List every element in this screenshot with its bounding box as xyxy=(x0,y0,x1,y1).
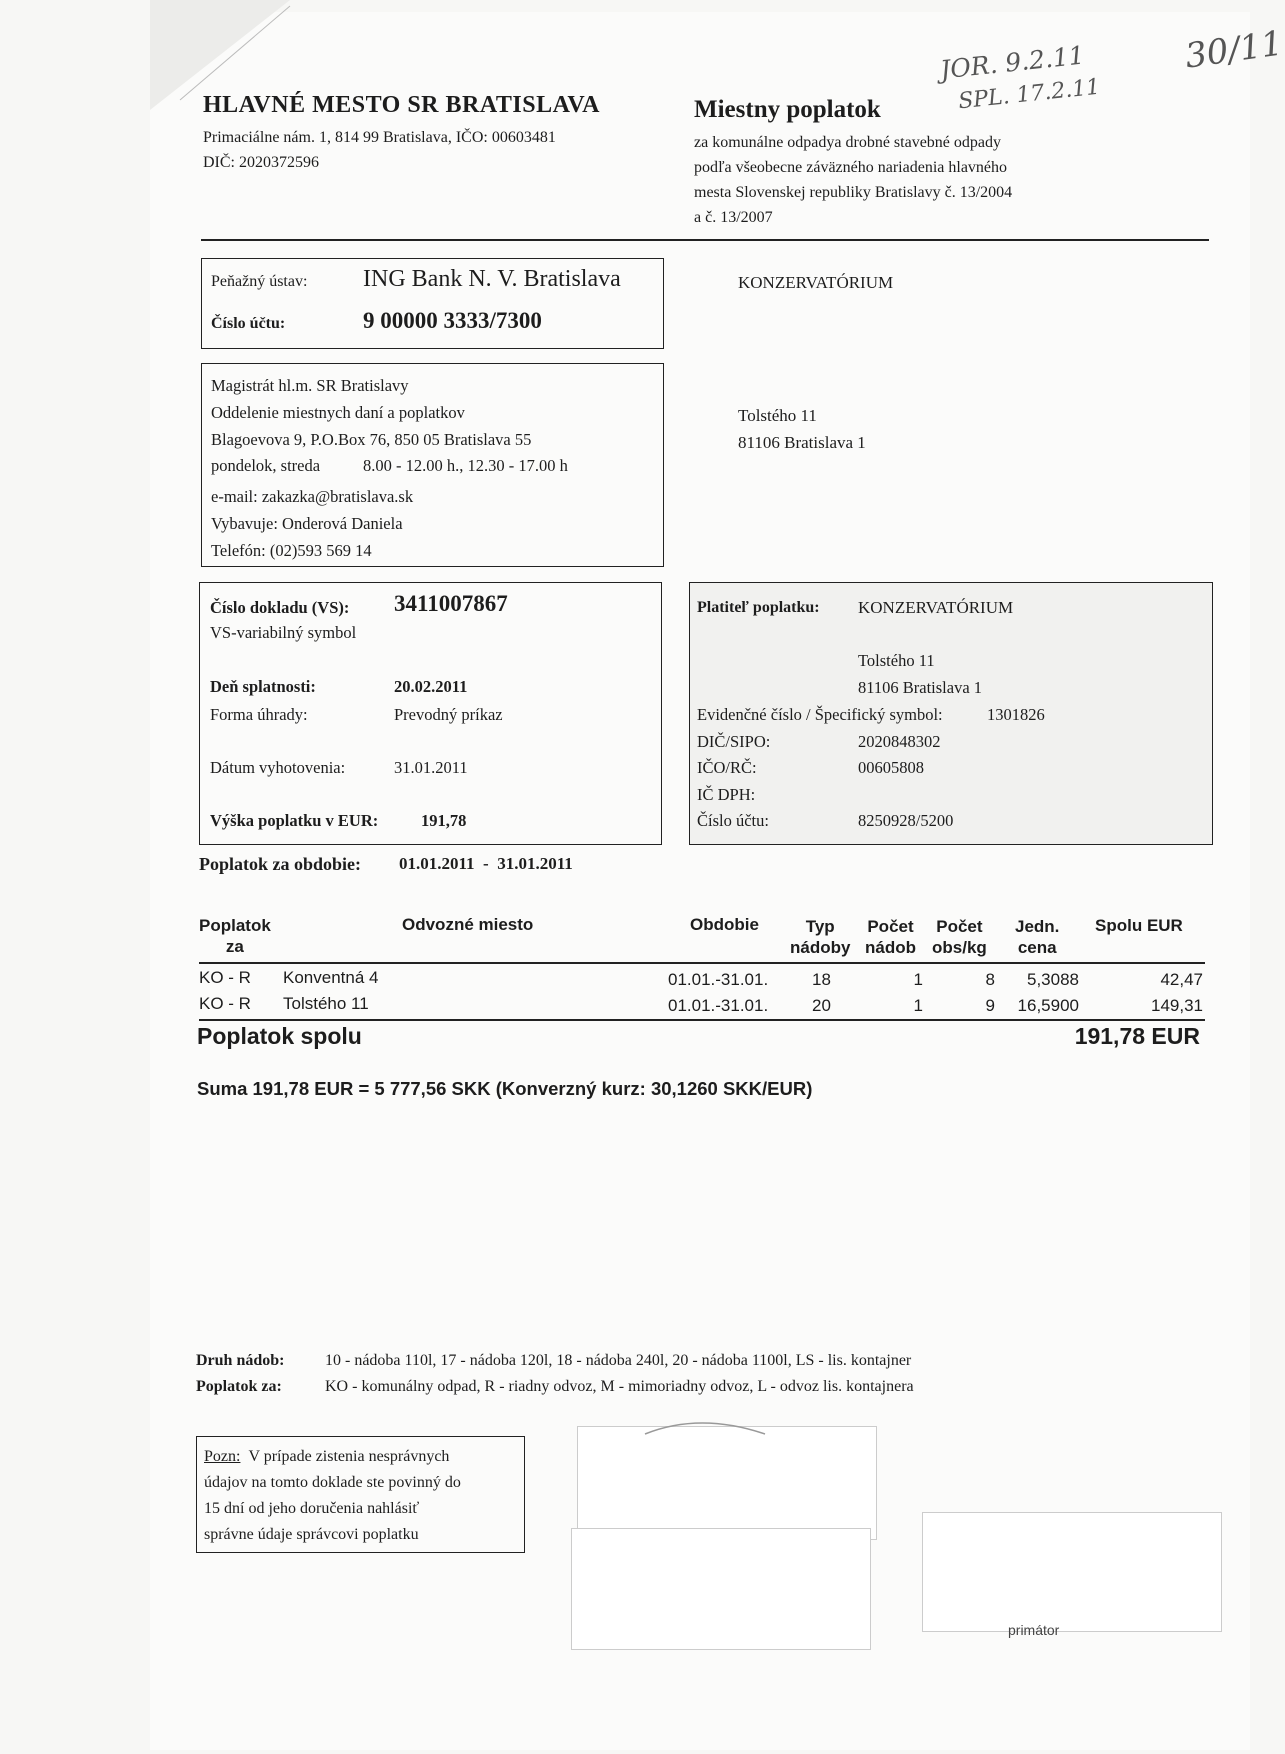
payer-icdph-label: IČ DPH: xyxy=(697,785,756,804)
note-label: Pozn: xyxy=(204,1448,241,1465)
redacted-signature-area xyxy=(571,1528,871,1650)
recipient-street: Tolstého 11 xyxy=(738,406,817,425)
period-value: 01.01.2011 - 31.01.2011 xyxy=(399,854,573,873)
col-header-typ: Typ nádoby xyxy=(790,917,851,957)
payer-evid: 1301826 xyxy=(987,705,1045,724)
issue-label: Dátum vyhotovenia: xyxy=(210,758,346,777)
payer-dic: 2020848302 xyxy=(858,732,941,751)
office-address: Magistrát hl.m. SR Bratislavy Oddelenie miestnych daní a poplatkov Blagoevova 9, P.O.Box 76, 850 05 Bratislava 55 xyxy=(211,376,532,449)
total-value: 191,78 EUR xyxy=(1074,1023,1200,1049)
issuer-address: Primaciálne nám. 1, 814 99 Bratislava, IČO: 00603481 xyxy=(203,129,556,146)
redacted-mayor-signature xyxy=(922,1512,1222,1632)
legend-druh-label: Druh nádob: xyxy=(196,1352,285,1369)
legend-druh: 10 - nádoba 110l, 17 - nádoba 120l, 18 - nádoba 240l, 20 - nádoba 1100l, LS - lis. kontajner xyxy=(325,1352,912,1369)
payer-name: KONZERVATÓRIUM xyxy=(858,598,1014,617)
payment-label: Forma úhrady: xyxy=(210,705,308,724)
table-header-rule xyxy=(199,962,1205,964)
col-header-pocet-nadob: Počet nádob xyxy=(865,917,916,957)
payer-ico-label: IČO/RČ: xyxy=(697,758,757,777)
vs-note: VS-variabilný symbol xyxy=(210,623,357,642)
col-header-pocet-obs: Počet obs/kg xyxy=(932,917,987,957)
office-contact xyxy=(211,483,413,564)
issuer-name: HLAVNÉ MESTO SR BRATISLAVA xyxy=(203,92,600,118)
col-header-miesto: Odvozné miesto xyxy=(402,915,534,934)
total-label: Poplatok spolu xyxy=(197,1023,362,1049)
office-hours-label: pondelok, streda xyxy=(211,456,321,475)
vs-number: 3411007867 xyxy=(394,591,508,616)
payer-street: Tolstého 11 xyxy=(858,651,935,670)
fee-title: Miestny poplatok xyxy=(694,96,881,123)
col-header-spolu: Spolu EUR xyxy=(1095,916,1183,935)
table-total-rule xyxy=(199,1019,1205,1021)
bank-institution-label: Peňažný ústav: xyxy=(211,273,308,290)
recipient-city: 81106 Bratislava 1 xyxy=(738,433,866,452)
payer-account-label: Číslo účtu: xyxy=(697,811,769,830)
payer-account: 8250928/5200 xyxy=(858,811,954,830)
note-text: Pozn: V prípade zistenia nesprávnych údajov na tomto doklade ste povinný do 15 dní od jeho doručenia nahlásiť správne údaje správcovi poplatku xyxy=(204,1448,461,1543)
stamp-fragment-shape xyxy=(640,1416,770,1436)
redacted-stamp-area xyxy=(577,1426,877,1540)
payer-dic-label: DIČ/SIPO: xyxy=(697,732,771,751)
amount-label: Výška poplatku v EUR: xyxy=(210,811,379,830)
handwritten-note-1: JOR. 9.2.11 xyxy=(938,40,1086,85)
col-header-jedn-cena: Jedn. cena xyxy=(1015,917,1060,957)
fee-description: za komunálne odpadya drobné stavebné odpady podľa všeobecne záväzného nariadenia hlavného mesta Slovenskej republiky Bratislavy č. 13/2004 a č. 13/2007 xyxy=(694,134,1013,226)
due-date: 20.02.2011 xyxy=(394,677,468,696)
handwritten-note-2: SPL. 17.2.11 xyxy=(957,74,1102,115)
table-row: KO - R Konventná 4 01.01.-31.01. 18 1 8 5,3088 42,47 xyxy=(199,968,1203,989)
office-hours: 8.00 - 12.00 h., 12.30 - 17.00 h xyxy=(363,456,568,475)
mayor-role: primátor xyxy=(1008,1622,1060,1638)
due-label: Deň splatnosti: xyxy=(210,677,316,696)
legend-poplatok-label: Poplatok za: xyxy=(196,1378,282,1395)
col-header-poplatok-za: Poplatok za xyxy=(199,916,271,956)
conversion-line: Suma 191,78 EUR = 5 777,56 SKK (Konverzný kurz: 30,1260 SKK/EUR) xyxy=(197,1078,813,1099)
header-divider xyxy=(201,239,1209,241)
payer-label: Platiteľ poplatku: xyxy=(697,599,820,616)
payer-ico: 00605808 xyxy=(858,758,924,777)
payer-evid-label: Evidenčné číslo / Špecifický symbol: xyxy=(697,705,943,724)
handwritten-corner-number: 30/11 xyxy=(1182,23,1285,77)
amount-value: 191,78 xyxy=(421,811,467,830)
bank-account: 9 00000 3333/7300 xyxy=(363,308,542,333)
vs-label: Číslo dokladu (VS): xyxy=(210,598,350,617)
office-phone: Telefón: (02)593 569 14 xyxy=(211,541,372,560)
bank-account-label: Číslo účtu: xyxy=(211,315,286,332)
office-handler: Vybavuje: Onderová Daniela xyxy=(211,514,403,533)
bank-institution: ING Bank N. V. Bratislava xyxy=(363,266,621,292)
payer-city: 81106 Bratislava 1 xyxy=(858,678,983,697)
period-label: Poplatok za obdobie: xyxy=(199,854,362,874)
legend-poplatok: KO - komunálny odpad, R - riadny odvoz, M - mimoriadny odvoz, L - odvoz lis. kontajnera xyxy=(325,1378,914,1395)
table-row: KO - R Tolstého 11 01.01.-31.01. 20 1 9 16,5900 149,31 xyxy=(199,994,1203,1015)
issue-date: 31.01.2011 xyxy=(394,758,468,777)
recipient-name: KONZERVATÓRIUM xyxy=(738,273,894,292)
office-email: e-mail: zakazka@bratislava.sk xyxy=(211,487,414,506)
issuer-dic: DIČ: 2020372596 xyxy=(203,154,319,171)
payment-form: Prevodný príkaz xyxy=(394,705,503,724)
col-header-obdobie: Obdobie xyxy=(690,915,759,934)
